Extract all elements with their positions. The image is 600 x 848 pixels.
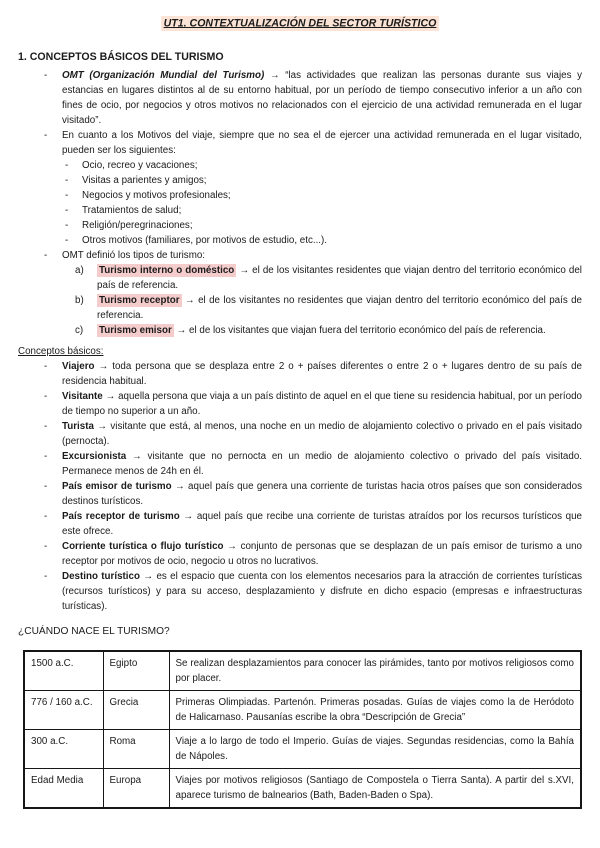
lettered-item-text: → el de los visitantes no residentes que viajan dentro del territorio económico del país de referencia. [97,295,583,321]
concept-text: → visitante que no pernocta en un medio de alojamiento colectivo o privado del país visitado. Permanece menos de 24h en él. [62,451,582,477]
concept-term: País receptor de turismo [62,511,180,522]
concept-text: → conjunto de personas que se desplazan de un país emisor de turismo a uno receptor por motivos de ocio, negocio u otros no lucrativos. [62,541,582,567]
cell-place: Roma [103,730,169,769]
sub-bullet-item [18,233,582,248]
dash-marker: - [44,361,48,372]
letter-marker: a) [75,265,84,276]
bullet-text: En cuanto a los Motivos del viaje, siempre que no sea el de ejercer una actividad remunerada en el lugar visitado, pueden ser los siguientes: [62,130,582,156]
bullet-item-motivos [18,128,582,158]
sub-bullet-item [18,158,582,173]
dash-marker: - [44,451,48,462]
concept-term: Visitante [62,391,103,402]
lettered-item-turismo-interno [18,263,582,293]
dash-marker: - [65,175,69,186]
cell-period: Edad Media [24,769,103,809]
dash-marker: - [65,190,69,201]
cell-description: Viajes por motivos religiosos (Santiago de Compostela o Tierra Santa). A partir del s.XVI, aparece turismo de balnearios (Bath, Baden-Baden o Spa). [169,769,581,809]
concept-text: → aquel país que genera una corriente de turistas hacia otros países que son considerados destinos turísticos. [62,481,582,507]
concept-item-viajero [18,359,582,389]
dash-marker: - [65,220,69,231]
dash-marker: - [44,571,48,582]
dash-marker: - [44,130,48,141]
dash-marker: - [44,250,48,261]
concept-text: → toda persona que se desplaza entre 2 o + países diferentes o entre 2 o + lugares dentro de su país de residencia habitual. [62,361,582,387]
concept-term: Corriente turística o flujo turístico [62,541,224,552]
sub-bullet-item [18,188,582,203]
letter-marker: c) [75,325,84,336]
history-table [23,650,582,809]
concept-text: → aquella persona que viaja a un país distinto de aquel en el que tiene su residencia habitual, por un período de tiempo no superior a un año. [62,391,582,417]
section-heading-conceptos: 1. CONCEPTOS BÁSICOS DEL TURISMO [18,51,224,63]
concept-item-pais-emisor [18,479,582,509]
concept-term: País emisor de turismo [62,481,172,492]
bullet-item-omt [18,68,582,128]
concept-item-turista [18,419,582,449]
lettered-item-text: → el de los visitantes residentes que viajan dentro del territorio económico del país de referencia. [97,265,582,291]
concept-term: Destino turístico [62,571,140,582]
dash-marker: - [44,541,48,552]
concept-text: → es el espacio que cuenta con los elementos necesarios para la atracción de corrientes turísticas (recursos turísticos) y para su acceso, desplazamiento y disfrute en dicho espacio (empresas e infraestructuras turísticas). [62,571,582,612]
cell-description: Primeras Olimpiadas. Partenón. Primeras posadas. Guías de viajes como la de Heródoto de Halicarnaso. Pausanías escribe la obra “Descripción de Grecia” [169,691,581,730]
table-row [24,651,581,691]
sub-bullet-text: Otros motivos (familiares, por motivos de estudio, etc...). [82,235,328,246]
concept-item-destino-turistico [18,569,582,614]
dash-marker: - [65,160,69,171]
table-row [24,769,581,809]
sub-bullet-text: Tratamientos de salud; [82,205,182,216]
term-highlight-turismo-receptor: Turismo receptor [99,295,180,306]
sub-bullet-text: Negocios y motivos profesionales; [82,190,231,201]
concept-term: Excursionista [62,451,127,462]
page-title [18,16,582,31]
sub-bullet-item [18,218,582,233]
cell-place: Grecia [103,691,169,730]
concept-text: → visitante que está, al menos, una noche en un medio de alojamiento colectivo o privado en el país visitado (pernocta). [62,421,582,447]
cell-description: Se realizan desplazamientos para conocer las pirámides, tanto por motivos religiosos como por placer. [169,651,581,691]
table-row [24,730,581,769]
concept-text: → aquel país que recibe una corriente de turistas atraídos por los recursos turísticos que este ofrece. [62,511,582,537]
cell-description: Viaje a lo largo de todo el Imperio. Guías de viajes. Segundas residencias, como la Bahía de Nápoles. [169,730,581,769]
sub-bullet-text: Religión/peregrinaciones; [82,220,193,231]
sub-bullet-text: Visitas a parientes y amigos; [82,175,207,186]
sub-bullet-item [18,173,582,188]
dash-marker: - [44,511,48,522]
bullet-text: → “las actividades que realizan las personas durante sus viajes y estancias en lugares distintos al de su entorno habitual, por un período de tiempo consecutivo inferior a un año con fines de ocio, por negocios y otros motivos no relacionados con el ejercicio de una actividad remunerada en el lugar visitado”. [62,70,582,126]
concept-item-visitante [18,389,582,419]
lettered-item-turismo-receptor [18,293,582,323]
page-title-highlight: UT1. CONTEXTUALIZACIÓN DEL SECTOR TURÍSTICO [161,16,440,31]
term-highlight-turismo-interno: Turismo interno o doméstico [99,265,235,276]
cell-period: 300 a.C. [24,730,103,769]
dash-marker: - [44,481,48,492]
section-heading-cuando-nace: ¿CUÁNDO NACE EL TURISMO? [18,626,170,637]
cell-period: 1500 a.C. [24,651,103,691]
lettered-item-turismo-emisor [18,323,582,338]
table-row [24,691,581,730]
term-omt: OMT (Organización Mundial del Turismo) [62,70,265,81]
dash-marker: - [44,391,48,402]
sub-bullet-text: Ocio, recreo y vacaciones; [82,160,198,171]
bullet-text: OMT definió los tipos de turismo: [62,250,206,261]
bullet-item-tipos [18,248,582,263]
cell-place: Europa [103,769,169,809]
cell-period: 776 / 160 a.C. [24,691,103,730]
letter-marker: b) [75,295,84,306]
concept-term: Viajero [62,361,95,372]
dash-marker: - [65,235,69,246]
dash-marker: - [44,421,48,432]
concept-item-pais-receptor [18,509,582,539]
concept-term: Turista [62,421,94,432]
concept-item-corriente-turistica [18,539,582,569]
term-highlight-turismo-emisor: Turismo emisor [99,325,172,336]
cell-place: Egipto [103,651,169,691]
dash-marker: - [65,205,69,216]
lettered-item-text: → el de los visitantes que viajan fuera del territorio económico del país de referencia. [176,325,546,336]
subsection-heading-conceptos-basicos: Conceptos básicos: [18,346,104,357]
concept-item-excursionista [18,449,582,479]
sub-bullet-item [18,203,582,218]
dash-marker: - [44,70,48,81]
